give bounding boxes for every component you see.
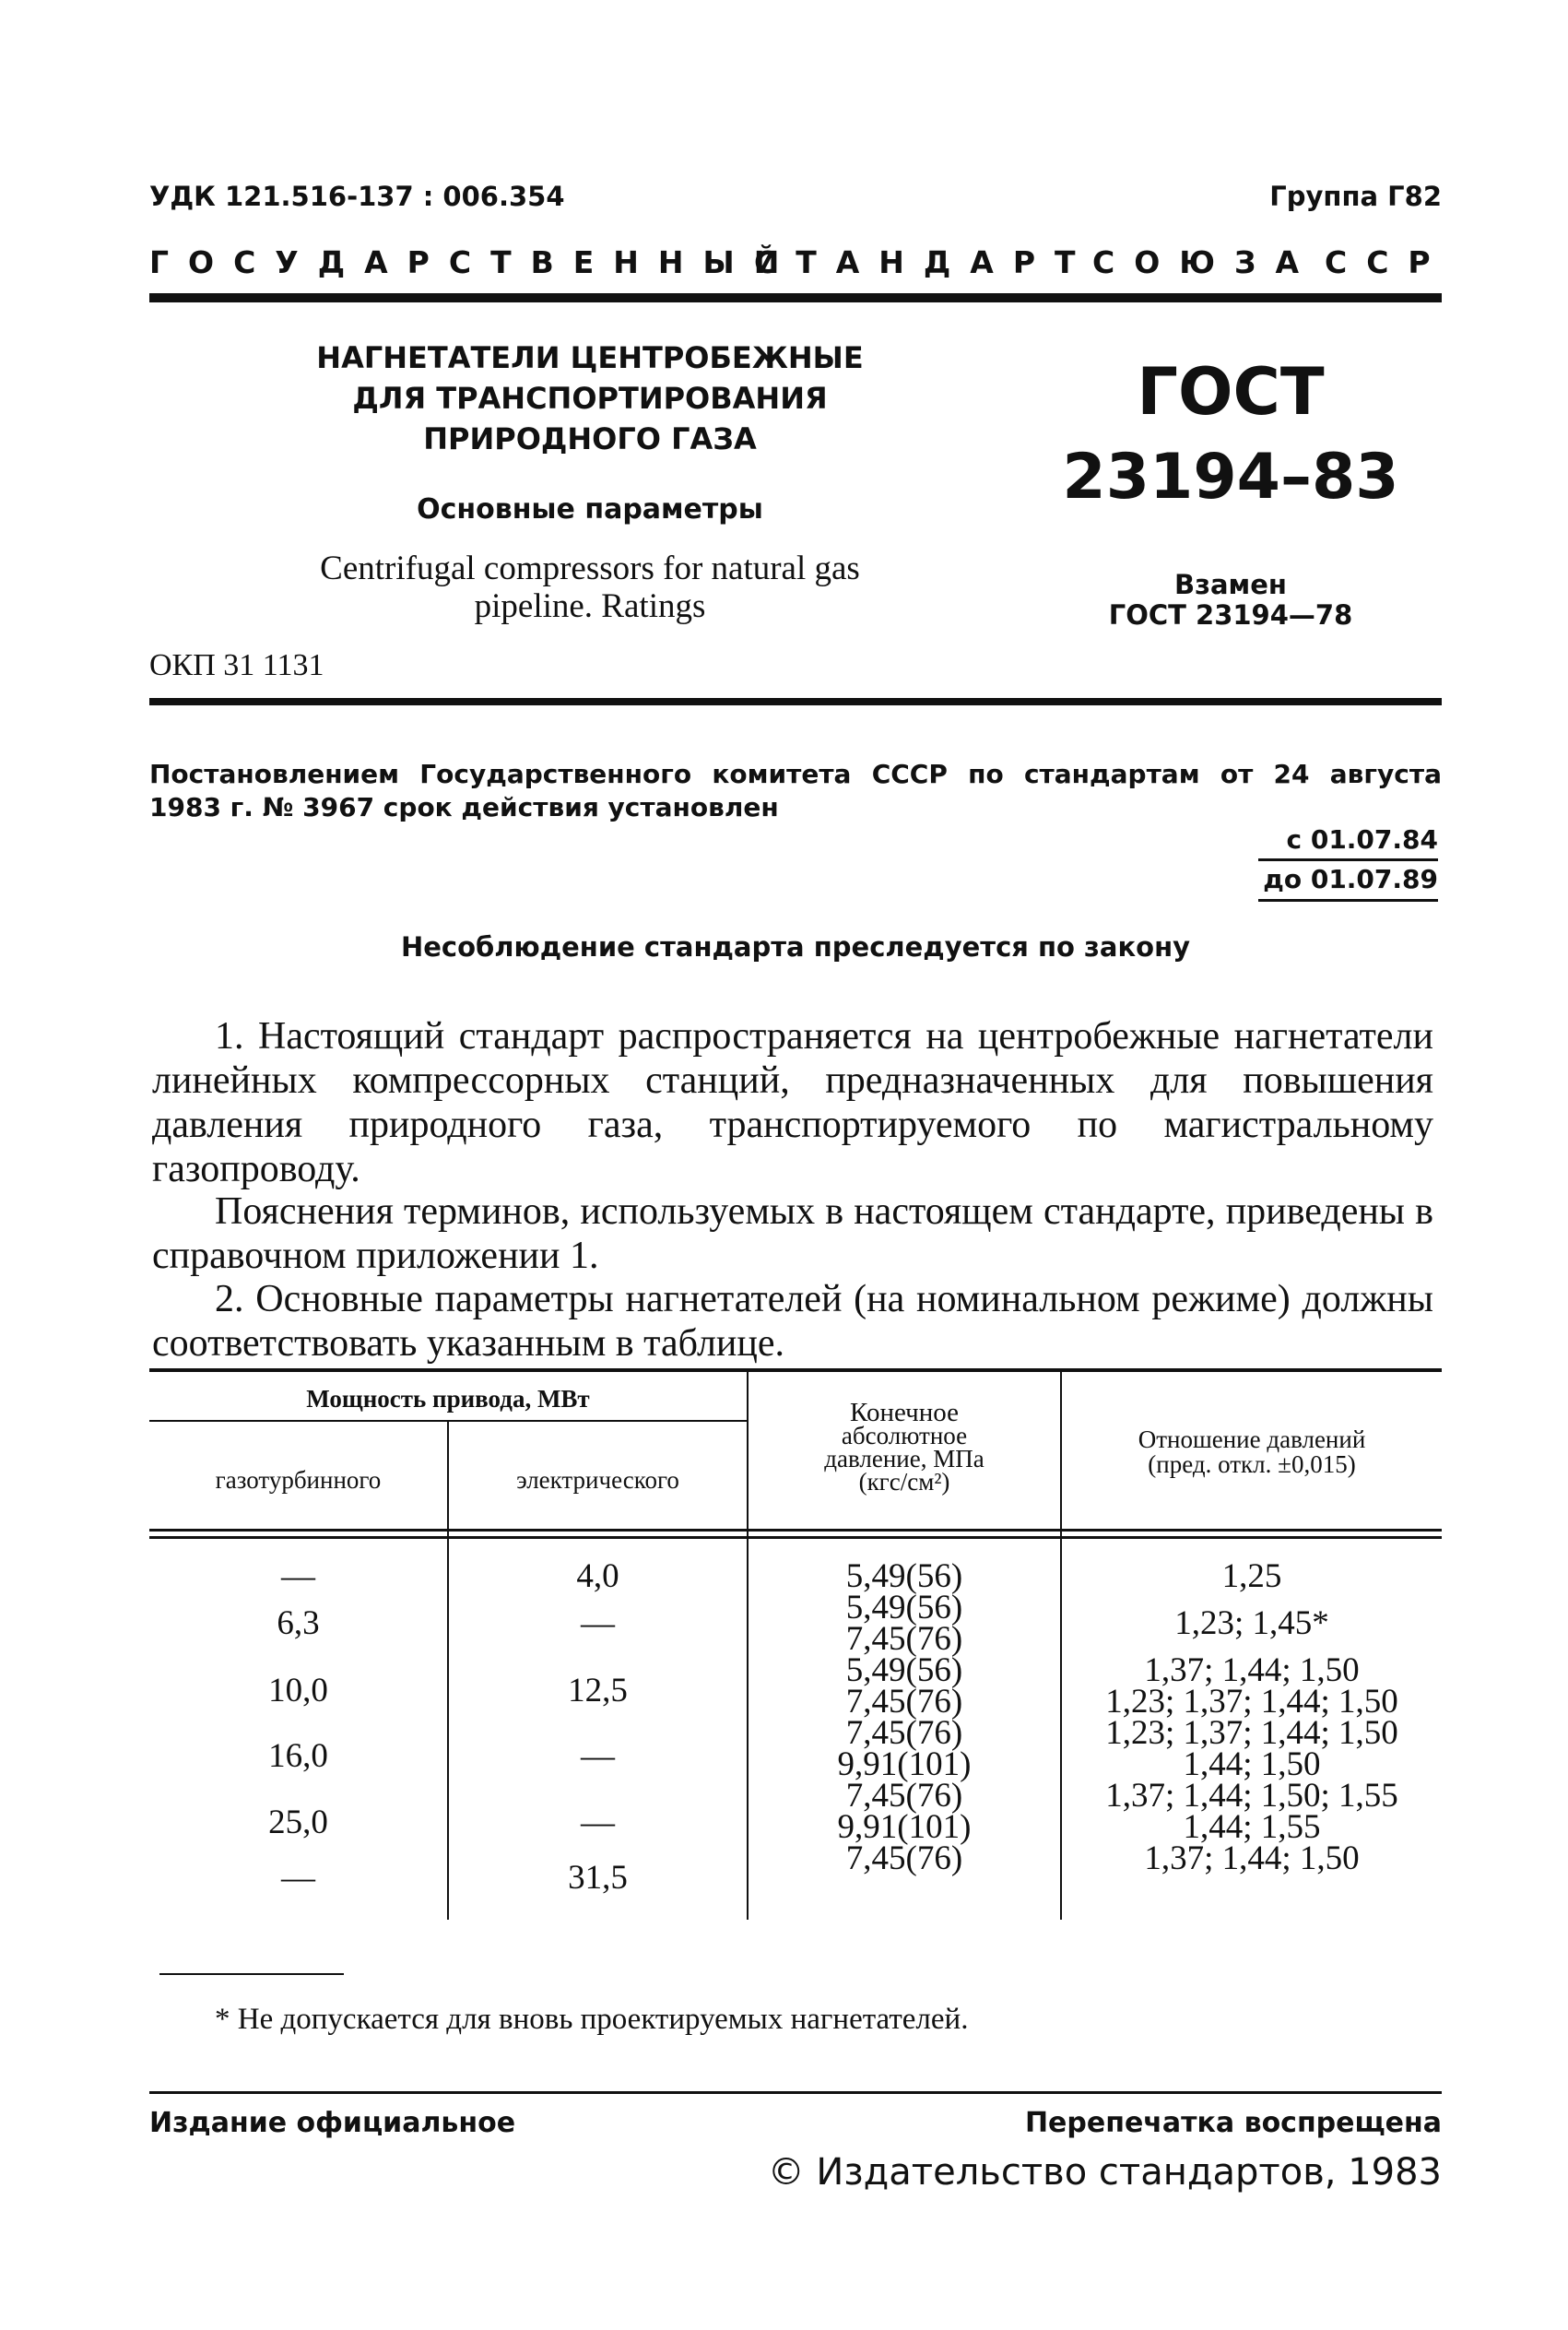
cell-gas-1: — [281,1557,315,1595]
header-gas-turbine: газотурбинного [215,1466,382,1494]
cell-gas-4: 16,0 [268,1737,328,1775]
cell-ratio-9: 1,37; 1,44; 1,50 [1144,1839,1360,1877]
header-pressure-line-4: (кгс/см²) [858,1468,950,1496]
replaces-value: ГОСТ 23194—78 [1108,599,1353,631]
replaces-label: Взамен [1174,569,1287,600]
cell-pressure-2: 5,49(56) [845,1589,963,1626]
cell-elec-6: 31,5 [568,1859,628,1897]
header-bottom-rule [149,698,1442,705]
table-top-rule [149,1368,1442,1372]
cell-gas-2: 6,3 [277,1604,320,1642]
paragraph-3: 2. Основные параметры нагнетателей (на номинальном режиме) должны соответствовать указанным в таблице. [152,1278,1433,1365]
title-line-1: НАГНЕТАТЕЛИ ЦЕНТРОБЕЖНЫЕ [316,340,864,375]
validity-to-underline [1258,899,1438,902]
reprint-notice: Перепечатка воспрещена [1024,2107,1442,2139]
banner-word-2: СТАНДАРТ [754,244,1095,280]
table-header-rule-2 [149,1536,1442,1539]
title-subtitle: Основные параметры [417,493,763,526]
english-title-line-1: Centrifugal compressors for natural gas [320,550,860,587]
cell-elec-3: 12,5 [568,1672,628,1709]
group-code: Группа Г82 [1269,181,1442,212]
publisher-copyright: © Издательство стандартов, 1983 [767,2151,1442,2194]
cell-elec-5: — [581,1804,615,1841]
title-line-3: ПРИРОДНОГО ГАЗА [423,421,757,456]
header-pressure-line-2: абсолютное [841,1422,968,1449]
decree-line-1: Постановлением Государственного комитета СССР по стандартам от 24 августа [149,759,1442,789]
paragraph-2: Пояснения терминов, используемых в настоящем стандарте, приведены в справочном приложении 1. [152,1190,1433,1277]
cell-gas-6: — [281,1859,315,1897]
decree-line-2: 1983 г. № 3967 срок действия установлен [149,792,779,822]
title-line-2: ДЛЯ ТРАНСПОРТИРОВАНИЯ [352,381,828,416]
cell-gas-3: 10,0 [268,1672,328,1709]
validity-to: до 01.07.89 [1263,864,1438,894]
cell-elec-1: 4,0 [576,1557,619,1595]
header-ratio [1062,1427,1442,1477]
cell-gas-5: 25,0 [268,1804,328,1841]
cell-pressure-5: 7,45(76) [845,1683,963,1721]
banner-word-4: ССР [1325,244,1450,280]
cell-pressure-1: 5,49(56) [845,1557,963,1595]
english-title-line-2: pipeline. Ratings [474,587,706,625]
cell-pressure-10: 7,45(76) [845,1839,963,1877]
header-pressure-line-3: давление, МПа [824,1445,984,1473]
gost-label: ГОСТ [1137,354,1325,430]
header-ratio-line-2: (пред. откл. ±0,015) [1148,1450,1356,1478]
header-power-group: Мощность привода, МВт [306,1385,590,1413]
cell-pressure-3: 7,45(76) [845,1620,963,1658]
header-pressure-line-1: Конечное [850,1398,959,1427]
header-ratio-line-1: Отношение давлений [1138,1425,1366,1453]
cell-elec-4: — [581,1737,615,1775]
footnote-rule [159,1973,344,1975]
banner-thick-rule [149,293,1442,302]
cell-ratio-4: 1,23; 1,37; 1,44; 1,50 [1105,1683,1398,1721]
cell-ratio-8: 1,44; 1,55 [1183,1808,1321,1846]
banner-word-3: СОЮЗА [1092,244,1318,280]
cell-ratio-2: 1,23; 1,45* [1174,1604,1329,1642]
cell-pressure-4: 5,49(56) [845,1651,963,1689]
cell-ratio-1: 1,25 [1221,1557,1282,1595]
cell-pressure-8: 7,45(76) [845,1777,963,1815]
cell-ratio-7: 1,37; 1,44; 1,50; 1,55 [1105,1777,1398,1815]
english-title [249,550,931,625]
gost-number: 23194–83 [1062,441,1399,514]
udk-code: УДК 121.516-137 : 006.354 [149,181,565,212]
cell-ratio-3: 1,37; 1,44; 1,50 [1144,1651,1360,1689]
cell-pressure-6: 7,45(76) [845,1714,963,1752]
okp-code: ОКП 31 1131 [149,648,324,682]
official-edition: Издание официальное [149,2107,516,2139]
cell-ratio-5: 1,23; 1,37; 1,44; 1,50 [1105,1714,1398,1752]
banner-word-1: ГОСУДАРСТВЕННЫЙ [149,244,799,280]
legal-warning: Несоблюдение стандарта преследуется по закону [400,931,1191,963]
header-pressure [749,1398,1060,1496]
cell-pressure-7: 9,91(101) [837,1745,972,1783]
title-block [277,337,903,459]
validity-from: с 01.07.84 [1286,824,1438,855]
header-electric: электрического [516,1466,679,1494]
cell-pressure-9: 9,91(101) [837,1808,972,1846]
footer-rule [149,2091,1442,2094]
validity-divider [1258,858,1438,861]
table-header-rule-1 [149,1529,1442,1532]
cell-elec-2: — [581,1604,615,1642]
footnote: * Не допускается для вновь проектируемых нагнетателей. [215,2003,969,2036]
paragraph-1: 1. Настоящий стандарт распространяется на центробежные нагнетатели линейных компрессорных станций, предназначенных для повышения давления природного газа, транспортируемого по магистральному газопроводу. [152,1015,1433,1190]
cell-ratio-6: 1,44; 1,50 [1183,1745,1321,1783]
table-vline-1 [447,1422,449,1920]
